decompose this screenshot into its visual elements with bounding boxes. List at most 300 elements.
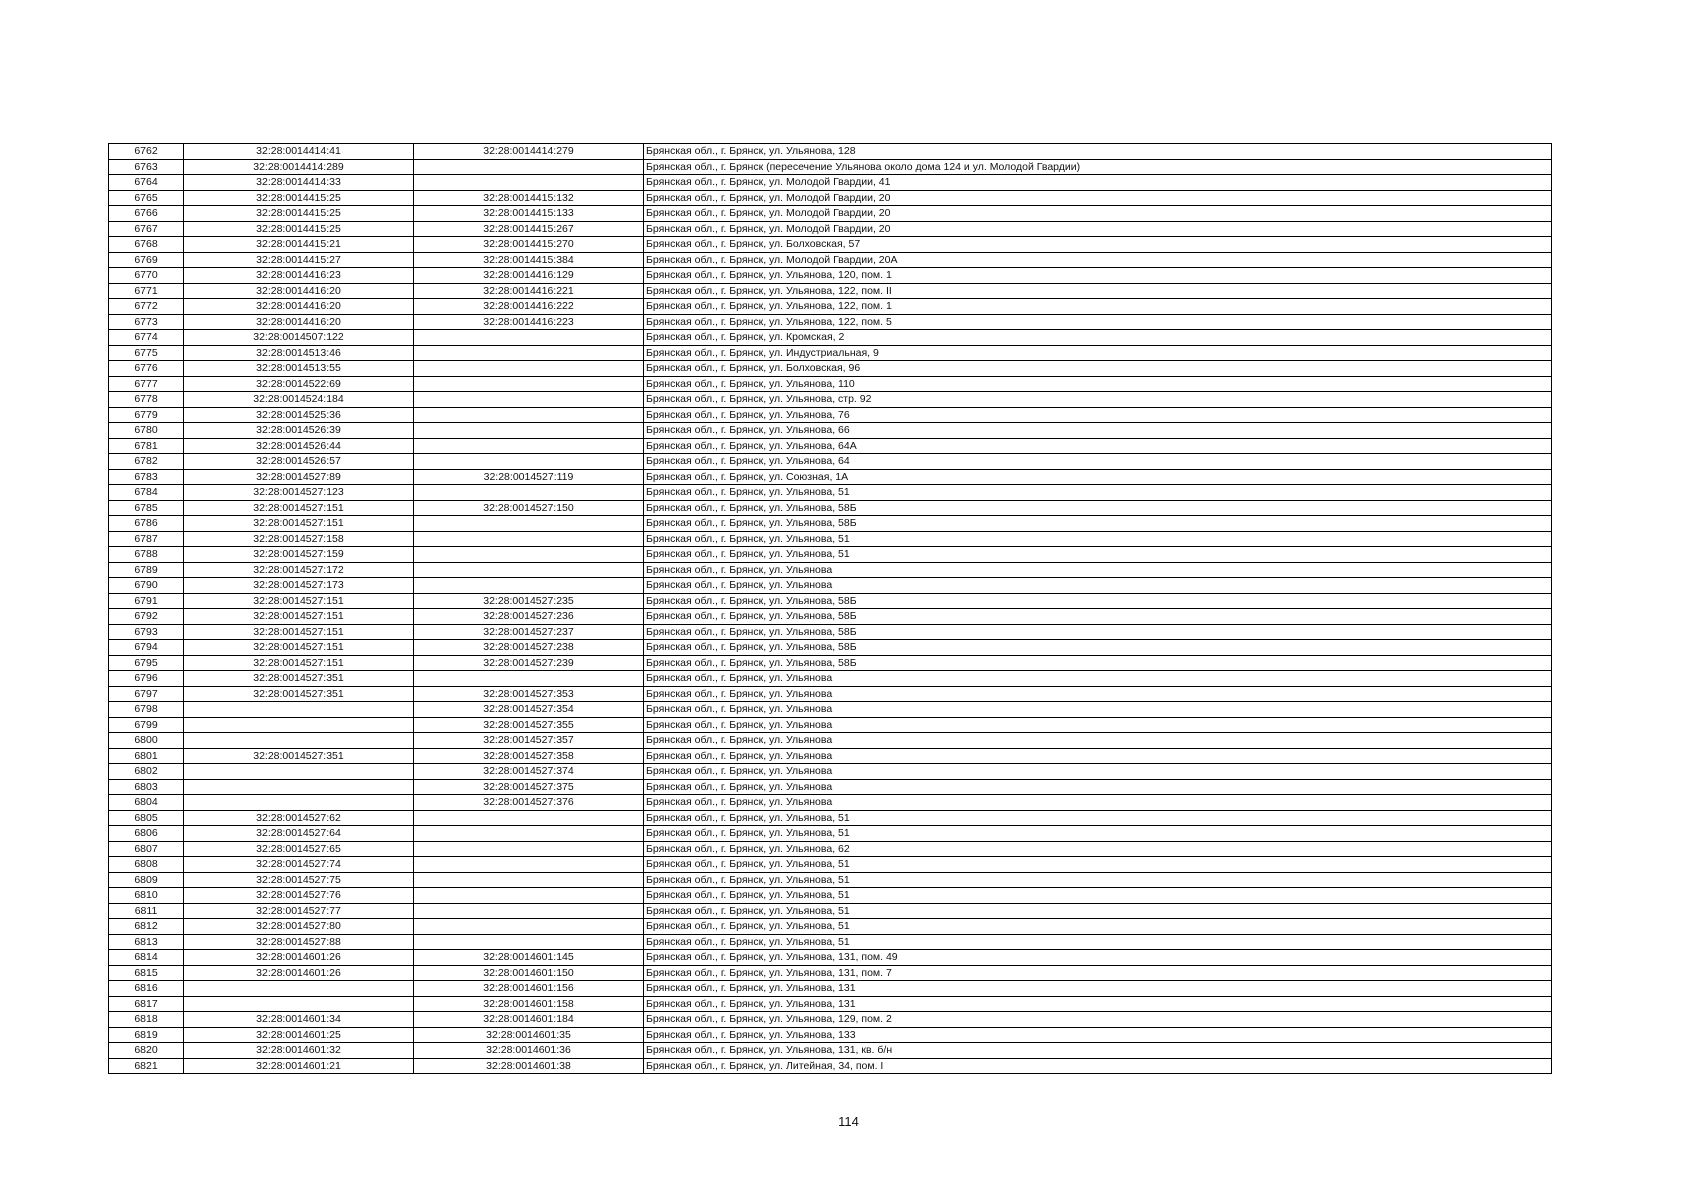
cadastral-number-cell (184, 702, 414, 718)
row-number-cell: 6772 (109, 299, 184, 315)
table-row (109, 702, 1552, 718)
building-cadastral-number-cell (414, 826, 644, 842)
cadastral-number-cell: 32:28:0014416:20 (184, 283, 414, 299)
cadastral-number-cell: 32:28:0014415:21 (184, 237, 414, 253)
cadastral-number-cell: 32:28:0014527:74 (184, 857, 414, 873)
table-row (109, 872, 1552, 888)
address-cell: Брянская обл., г. Брянск (пересечение Ульянова около дома 124 и ул. Молодой Гвардии) (644, 159, 1552, 175)
building-cadastral-number-cell (414, 361, 644, 377)
row-number-cell: 6786 (109, 516, 184, 532)
building-cadastral-number-cell (414, 934, 644, 950)
cadastral-number-cell: 32:28:0014414:41 (184, 144, 414, 160)
cadastral-number-cell: 32:28:0014416:20 (184, 299, 414, 315)
address-cell: Брянская обл., г. Брянск, ул. Ульянова, 51 (644, 547, 1552, 563)
table-row (109, 159, 1552, 175)
row-number-cell: 6799 (109, 717, 184, 733)
row-number-cell: 6791 (109, 593, 184, 609)
table-row (109, 888, 1552, 904)
table-row (109, 547, 1552, 563)
row-number-cell: 6769 (109, 252, 184, 268)
building-cadastral-number-cell (414, 423, 644, 439)
building-cadastral-number-cell (414, 330, 644, 346)
address-cell: Брянская обл., г. Брянск, ул. Союзная, 1А (644, 469, 1552, 485)
row-number-cell: 6814 (109, 950, 184, 966)
building-cadastral-number-cell: 32:28:0014601:184 (414, 1012, 644, 1028)
row-number-cell: 6789 (109, 562, 184, 578)
row-number-cell: 6805 (109, 810, 184, 826)
row-number-cell: 6783 (109, 469, 184, 485)
row-number-cell: 6812 (109, 919, 184, 935)
row-number-cell: 6809 (109, 872, 184, 888)
table-row (109, 764, 1552, 780)
table-row (109, 919, 1552, 935)
address-cell: Брянская обл., г. Брянск, ул. Молодой Гвардии, 20 (644, 190, 1552, 206)
cadastral-number-cell: 32:28:0014527:151 (184, 500, 414, 516)
address-cell: Брянская обл., г. Брянск, ул. Ульянова, 66 (644, 423, 1552, 439)
address-cell: Брянская обл., г. Брянск, ул. Ульянова, 122, пом. II (644, 283, 1552, 299)
address-cell: Брянская обл., г. Брянск, ул. Ульянова, 58Б (644, 500, 1552, 516)
address-cell: Брянская обл., г. Брянск, ул. Ульянова, 122, пом. 1 (644, 299, 1552, 315)
table-row (109, 965, 1552, 981)
building-cadastral-number-cell (414, 810, 644, 826)
address-cell: Брянская обл., г. Брянск, ул. Ульянова, 129, пом. 2 (644, 1012, 1552, 1028)
building-cadastral-number-cell: 32:28:0014527:236 (414, 609, 644, 625)
building-cadastral-number-cell (414, 345, 644, 361)
cadastral-number-cell: 32:28:0014527:88 (184, 934, 414, 950)
table-row (109, 593, 1552, 609)
table-row (109, 299, 1552, 315)
address-cell: Брянская обл., г. Брянск, ул. Ульянова, 131, пом. 7 (644, 965, 1552, 981)
table-row (109, 826, 1552, 842)
cadastral-number-cell: 32:28:0014527:80 (184, 919, 414, 935)
row-number-cell: 6771 (109, 283, 184, 299)
cadastral-number-cell: 32:28:0014527:151 (184, 655, 414, 671)
table-row (109, 671, 1552, 687)
address-cell: Брянская обл., г. Брянск, ул. Ульянова (644, 562, 1552, 578)
row-number-cell: 6798 (109, 702, 184, 718)
row-number-cell: 6777 (109, 376, 184, 392)
cadastral-number-cell: 32:28:0014525:36 (184, 407, 414, 423)
address-cell: Брянская обл., г. Брянск, ул. Ульянова, 58Б (644, 655, 1552, 671)
row-number-cell: 6763 (109, 159, 184, 175)
table-row (109, 686, 1552, 702)
building-cadastral-number-cell (414, 671, 644, 687)
building-cadastral-number-cell (414, 454, 644, 470)
cadastral-number-cell: 32:28:0014601:34 (184, 1012, 414, 1028)
address-cell: Брянская обл., г. Брянск, ул. Ульянова (644, 671, 1552, 687)
cadastral-number-cell (184, 717, 414, 733)
building-cadastral-number-cell: 32:28:0014416:221 (414, 283, 644, 299)
row-number-cell: 6818 (109, 1012, 184, 1028)
address-cell: Брянская обл., г. Брянск, ул. Молодой Гвардии, 20А (644, 252, 1552, 268)
building-cadastral-number-cell (414, 872, 644, 888)
building-cadastral-number-cell: 32:28:0014416:223 (414, 314, 644, 330)
row-number-cell: 6764 (109, 175, 184, 191)
cadastral-number-cell: 32:28:0014527:76 (184, 888, 414, 904)
cadastral-number-cell: 32:28:0014527:351 (184, 671, 414, 687)
table-row (109, 857, 1552, 873)
table-row (109, 1012, 1552, 1028)
table-row (109, 1027, 1552, 1043)
table-row (109, 624, 1552, 640)
cadastral-number-cell: 32:28:0014415:27 (184, 252, 414, 268)
table-row (109, 531, 1552, 547)
table-row (109, 206, 1552, 222)
row-number-cell: 6796 (109, 671, 184, 687)
address-cell: Брянская обл., г. Брянск, ул. Индустриальная, 9 (644, 345, 1552, 361)
row-number-cell: 6794 (109, 640, 184, 656)
row-number-cell: 6780 (109, 423, 184, 439)
row-number-cell: 6801 (109, 748, 184, 764)
table-row (109, 950, 1552, 966)
table-row (109, 841, 1552, 857)
row-number-cell: 6802 (109, 764, 184, 780)
row-number-cell: 6803 (109, 779, 184, 795)
address-cell: Брянская обл., г. Брянск, ул. Ульянова, 110 (644, 376, 1552, 392)
row-number-cell: 6774 (109, 330, 184, 346)
address-cell: Брянская обл., г. Брянск, ул. Ульянова, 122, пом. 5 (644, 314, 1552, 330)
address-cell: Брянская обл., г. Брянск, ул. Ульянова, 62 (644, 841, 1552, 857)
table-row (109, 748, 1552, 764)
table-row (109, 175, 1552, 191)
address-cell: Брянская обл., г. Брянск, ул. Болховская, 96 (644, 361, 1552, 377)
row-number-cell: 6768 (109, 237, 184, 253)
row-number-cell: 6821 (109, 1058, 184, 1074)
row-number-cell: 6793 (109, 624, 184, 640)
table-row (109, 516, 1552, 532)
building-cadastral-number-cell (414, 903, 644, 919)
building-cadastral-number-cell: 32:28:0014527:355 (414, 717, 644, 733)
address-cell: Брянская обл., г. Брянск, ул. Ульянова, 131 (644, 996, 1552, 1012)
cadastral-number-cell: 32:28:0014414:289 (184, 159, 414, 175)
cadastral-number-cell: 32:28:0014527:173 (184, 578, 414, 594)
address-cell: Брянская обл., г. Брянск, ул. Ульянова (644, 733, 1552, 749)
cadastral-number-cell: 32:28:0014601:32 (184, 1043, 414, 1059)
registry-table (108, 143, 1552, 1074)
address-cell: Брянская обл., г. Брянск, ул. Кромская, 2 (644, 330, 1552, 346)
row-number-cell: 6816 (109, 981, 184, 997)
table-row (109, 268, 1552, 284)
building-cadastral-number-cell: 32:28:0014527:237 (414, 624, 644, 640)
address-cell: Брянская обл., г. Брянск, ул. Ульянова (644, 779, 1552, 795)
row-number-cell: 6784 (109, 485, 184, 501)
cadastral-number-cell: 32:28:0014416:20 (184, 314, 414, 330)
registry-table-body (109, 144, 1552, 1074)
building-cadastral-number-cell: 32:28:0014527:358 (414, 748, 644, 764)
cadastral-number-cell: 32:28:0014527:159 (184, 547, 414, 563)
address-cell: Брянская обл., г. Брянск, ул. Ульянова, 64 (644, 454, 1552, 470)
building-cadastral-number-cell: 32:28:0014527:354 (414, 702, 644, 718)
table-row (109, 779, 1552, 795)
table-row (109, 903, 1552, 919)
row-number-cell: 6779 (109, 407, 184, 423)
cadastral-number-cell: 32:28:0014415:25 (184, 221, 414, 237)
building-cadastral-number-cell: 32:28:0014601:145 (414, 950, 644, 966)
building-cadastral-number-cell: 32:28:0014601:156 (414, 981, 644, 997)
table-row (109, 609, 1552, 625)
row-number-cell: 6795 (109, 655, 184, 671)
building-cadastral-number-cell: 32:28:0014527:150 (414, 500, 644, 516)
cadastral-number-cell: 32:28:0014527:151 (184, 640, 414, 656)
building-cadastral-number-cell: 32:28:0014527:239 (414, 655, 644, 671)
cadastral-number-cell: 32:28:0014527:65 (184, 841, 414, 857)
row-number-cell: 6782 (109, 454, 184, 470)
cadastral-number-cell: 32:28:0014527:64 (184, 826, 414, 842)
cadastral-number-cell: 32:28:0014527:158 (184, 531, 414, 547)
cadastral-number-cell: 32:28:0014527:75 (184, 872, 414, 888)
cadastral-number-cell: 32:28:0014527:351 (184, 686, 414, 702)
row-number-cell: 6808 (109, 857, 184, 873)
building-cadastral-number-cell: 32:28:0014414:279 (414, 144, 644, 160)
address-cell: Брянская обл., г. Брянск, ул. Ульянова (644, 702, 1552, 718)
row-number-cell: 6800 (109, 733, 184, 749)
building-cadastral-number-cell: 32:28:0014527:375 (414, 779, 644, 795)
cadastral-number-cell: 32:28:0014601:26 (184, 965, 414, 981)
cadastral-number-cell (184, 981, 414, 997)
table-row (109, 237, 1552, 253)
cadastral-number-cell: 32:28:0014527:77 (184, 903, 414, 919)
row-number-cell: 6785 (109, 500, 184, 516)
building-cadastral-number-cell: 32:28:0014527:376 (414, 795, 644, 811)
address-cell: Брянская обл., г. Брянск, ул. Литейная, 34, пом. I (644, 1058, 1552, 1074)
address-cell: Брянская обл., г. Брянск, ул. Ульянова, 51 (644, 919, 1552, 935)
row-number-cell: 6788 (109, 547, 184, 563)
cadastral-number-cell: 32:28:0014414:33 (184, 175, 414, 191)
building-cadastral-number-cell: 32:28:0014415:132 (414, 190, 644, 206)
address-cell: Брянская обл., г. Брянск, ул. Болховская, 57 (644, 237, 1552, 253)
row-number-cell: 6787 (109, 531, 184, 547)
address-cell: Брянская обл., г. Брянск, ул. Ульянова, 51 (644, 903, 1552, 919)
building-cadastral-number-cell: 32:28:0014601:36 (414, 1043, 644, 1059)
cadastral-number-cell: 32:28:0014601:25 (184, 1027, 414, 1043)
cadastral-number-cell: 32:28:0014527:123 (184, 485, 414, 501)
row-number-cell: 6797 (109, 686, 184, 702)
building-cadastral-number-cell (414, 578, 644, 594)
address-cell: Брянская обл., г. Брянск, ул. Ульянова, 51 (644, 485, 1552, 501)
row-number-cell: 6776 (109, 361, 184, 377)
building-cadastral-number-cell: 32:28:0014601:158 (414, 996, 644, 1012)
address-cell: Брянская обл., г. Брянск, ул. Ульянова, 51 (644, 934, 1552, 950)
table-row (109, 407, 1552, 423)
address-cell: Брянская обл., г. Брянск, ул. Ульянова (644, 717, 1552, 733)
table-row (109, 376, 1552, 392)
address-cell: Брянская обл., г. Брянск, ул. Ульянова, 58Б (644, 593, 1552, 609)
row-number-cell: 6767 (109, 221, 184, 237)
address-cell: Брянская обл., г. Брянск, ул. Ульянова, 51 (644, 810, 1552, 826)
address-cell: Брянская обл., г. Брянск, ул. Ульянова, 51 (644, 531, 1552, 547)
table-row (109, 810, 1552, 826)
building-cadastral-number-cell: 32:28:0014415:384 (414, 252, 644, 268)
table-row (109, 485, 1552, 501)
cadastral-number-cell: 32:28:0014527:151 (184, 624, 414, 640)
cadastral-number-cell: 32:28:0014524:184 (184, 392, 414, 408)
table-row (109, 640, 1552, 656)
row-number-cell: 6806 (109, 826, 184, 842)
row-number-cell: 6813 (109, 934, 184, 950)
cadastral-number-cell: 32:28:0014527:151 (184, 609, 414, 625)
building-cadastral-number-cell (414, 159, 644, 175)
table-row (109, 655, 1552, 671)
table-row (109, 283, 1552, 299)
address-cell: Брянская обл., г. Брянск, ул. Ульянова, стр. 92 (644, 392, 1552, 408)
row-number-cell: 6781 (109, 438, 184, 454)
address-cell: Брянская обл., г. Брянск, ул. Ульянова, 131 (644, 981, 1552, 997)
row-number-cell: 6810 (109, 888, 184, 904)
table-row (109, 144, 1552, 160)
cadastral-number-cell: 32:28:0014416:23 (184, 268, 414, 284)
cadastral-number-cell (184, 996, 414, 1012)
building-cadastral-number-cell: 32:28:0014416:129 (414, 268, 644, 284)
address-cell: Брянская обл., г. Брянск, ул. Ульянова, 131, пом. 49 (644, 950, 1552, 966)
address-cell: Брянская обл., г. Брянск, ул. Ульянова (644, 748, 1552, 764)
table-row (109, 392, 1552, 408)
table-row (109, 1043, 1552, 1059)
cadastral-number-cell: 32:28:0014415:25 (184, 190, 414, 206)
row-number-cell: 6775 (109, 345, 184, 361)
table-row (109, 221, 1552, 237)
address-cell: Брянская обл., г. Брянск, ул. Ульянова, 51 (644, 872, 1552, 888)
building-cadastral-number-cell: 32:28:0014416:222 (414, 299, 644, 315)
address-cell: Брянская обл., г. Брянск, ул. Ульянова, 76 (644, 407, 1552, 423)
building-cadastral-number-cell: 32:28:0014415:267 (414, 221, 644, 237)
table-row (109, 795, 1552, 811)
row-number-cell: 6807 (109, 841, 184, 857)
row-number-cell: 6770 (109, 268, 184, 284)
row-number-cell: 6811 (109, 903, 184, 919)
table-row (109, 934, 1552, 950)
cadastral-number-cell: 32:28:0014527:151 (184, 516, 414, 532)
cadastral-number-cell: 32:28:0014507:122 (184, 330, 414, 346)
address-cell: Брянская обл., г. Брянск, ул. Ульянова, 51 (644, 826, 1552, 842)
building-cadastral-number-cell (414, 376, 644, 392)
building-cadastral-number-cell (414, 438, 644, 454)
address-cell: Брянская обл., г. Брянск, ул. Молодой Гвардии, 41 (644, 175, 1552, 191)
building-cadastral-number-cell (414, 175, 644, 191)
address-cell: Брянская обл., г. Брянск, ул. Ульянова, 58Б (644, 516, 1552, 532)
table-row (109, 345, 1552, 361)
table-row (109, 314, 1552, 330)
building-cadastral-number-cell: 32:28:0014527:119 (414, 469, 644, 485)
table-row (109, 1058, 1552, 1074)
table-row (109, 330, 1552, 346)
building-cadastral-number-cell (414, 919, 644, 935)
address-cell: Брянская обл., г. Брянск, ул. Ульянова, 58Б (644, 624, 1552, 640)
row-number-cell: 6790 (109, 578, 184, 594)
cadastral-number-cell: 32:28:0014527:172 (184, 562, 414, 578)
address-cell: Брянская обл., г. Брянск, ул. Ульянова, 58Б (644, 640, 1552, 656)
page-number: 114 (838, 1114, 859, 1129)
building-cadastral-number-cell: 32:28:0014527:353 (414, 686, 644, 702)
address-cell: Брянская обл., г. Брянск, ул. Ульянова (644, 686, 1552, 702)
table-row (109, 981, 1552, 997)
address-cell: Брянская обл., г. Брянск, ул. Ульянова (644, 795, 1552, 811)
row-number-cell: 6762 (109, 144, 184, 160)
cadastral-number-cell (184, 779, 414, 795)
address-cell: Брянская обл., г. Брянск, ул. Ульянова, 51 (644, 857, 1552, 873)
building-cadastral-number-cell: 32:28:0014527:238 (414, 640, 644, 656)
building-cadastral-number-cell (414, 857, 644, 873)
building-cadastral-number-cell: 32:28:0014415:270 (414, 237, 644, 253)
cadastral-number-cell: 32:28:0014601:26 (184, 950, 414, 966)
address-cell: Брянская обл., г. Брянск, ул. Ульянова, 51 (644, 888, 1552, 904)
building-cadastral-number-cell: 32:28:0014527:235 (414, 593, 644, 609)
cadastral-number-cell: 32:28:0014526:39 (184, 423, 414, 439)
building-cadastral-number-cell (414, 531, 644, 547)
row-number-cell: 6819 (109, 1027, 184, 1043)
table-row (109, 733, 1552, 749)
row-number-cell: 6778 (109, 392, 184, 408)
address-cell: Брянская обл., г. Брянск, ул. Ульянова, 64А (644, 438, 1552, 454)
address-cell: Брянская обл., г. Брянск, ул. Ульянова, 131, кв. б/н (644, 1043, 1552, 1059)
building-cadastral-number-cell: 32:28:0014601:150 (414, 965, 644, 981)
row-number-cell: 6815 (109, 965, 184, 981)
row-number-cell: 6804 (109, 795, 184, 811)
building-cadastral-number-cell: 32:28:0014601:35 (414, 1027, 644, 1043)
cadastral-number-cell (184, 764, 414, 780)
cadastral-number-cell: 32:28:0014527:151 (184, 593, 414, 609)
building-cadastral-number-cell (414, 547, 644, 563)
table-row (109, 562, 1552, 578)
row-number-cell: 6766 (109, 206, 184, 222)
row-number-cell: 6792 (109, 609, 184, 625)
building-cadastral-number-cell (414, 888, 644, 904)
address-cell: Брянская обл., г. Брянск, ул. Ульянова (644, 578, 1552, 594)
building-cadastral-number-cell: 32:28:0014415:133 (414, 206, 644, 222)
table-row (109, 438, 1552, 454)
address-cell: Брянская обл., г. Брянск, ул. Молодой Гвардии, 20 (644, 206, 1552, 222)
building-cadastral-number-cell: 32:28:0014527:374 (414, 764, 644, 780)
cadastral-number-cell: 32:28:0014526:57 (184, 454, 414, 470)
cadastral-number-cell: 32:28:0014527:89 (184, 469, 414, 485)
cadastral-number-cell: 32:28:0014527:62 (184, 810, 414, 826)
building-cadastral-number-cell: 32:28:0014601:38 (414, 1058, 644, 1074)
row-number-cell: 6773 (109, 314, 184, 330)
cadastral-number-cell: 32:28:0014522:69 (184, 376, 414, 392)
table-row (109, 361, 1552, 377)
building-cadastral-number-cell (414, 841, 644, 857)
address-cell: Брянская обл., г. Брянск, ул. Ульянова, 128 (644, 144, 1552, 160)
building-cadastral-number-cell (414, 516, 644, 532)
table-row (109, 717, 1552, 733)
cadastral-number-cell (184, 733, 414, 749)
table-row (109, 423, 1552, 439)
address-cell: Брянская обл., г. Брянск, ул. Молодой Гвардии, 20 (644, 221, 1552, 237)
cadastral-number-cell: 32:28:0014527:351 (184, 748, 414, 764)
table-row (109, 469, 1552, 485)
cadastral-number-cell (184, 795, 414, 811)
building-cadastral-number-cell (414, 562, 644, 578)
cadastral-number-cell: 32:28:0014526:44 (184, 438, 414, 454)
table-row (109, 454, 1552, 470)
building-cadastral-number-cell: 32:28:0014527:357 (414, 733, 644, 749)
building-cadastral-number-cell (414, 485, 644, 501)
table-row (109, 190, 1552, 206)
address-cell: Брянская обл., г. Брянск, ул. Ульянова (644, 764, 1552, 780)
row-number-cell: 6820 (109, 1043, 184, 1059)
cadastral-number-cell: 32:28:0014513:55 (184, 361, 414, 377)
row-number-cell: 6765 (109, 190, 184, 206)
cadastral-number-cell: 32:28:0014513:46 (184, 345, 414, 361)
table-row (109, 500, 1552, 516)
table-row (109, 252, 1552, 268)
address-cell: Брянская обл., г. Брянск, ул. Ульянова, 120, пом. 1 (644, 268, 1552, 284)
address-cell: Брянская обл., г. Брянск, ул. Ульянова, 58Б (644, 609, 1552, 625)
cadastral-number-cell: 32:28:0014415:25 (184, 206, 414, 222)
table-row (109, 996, 1552, 1012)
table-row (109, 578, 1552, 594)
cadastral-number-cell: 32:28:0014601:21 (184, 1058, 414, 1074)
row-number-cell: 6817 (109, 996, 184, 1012)
